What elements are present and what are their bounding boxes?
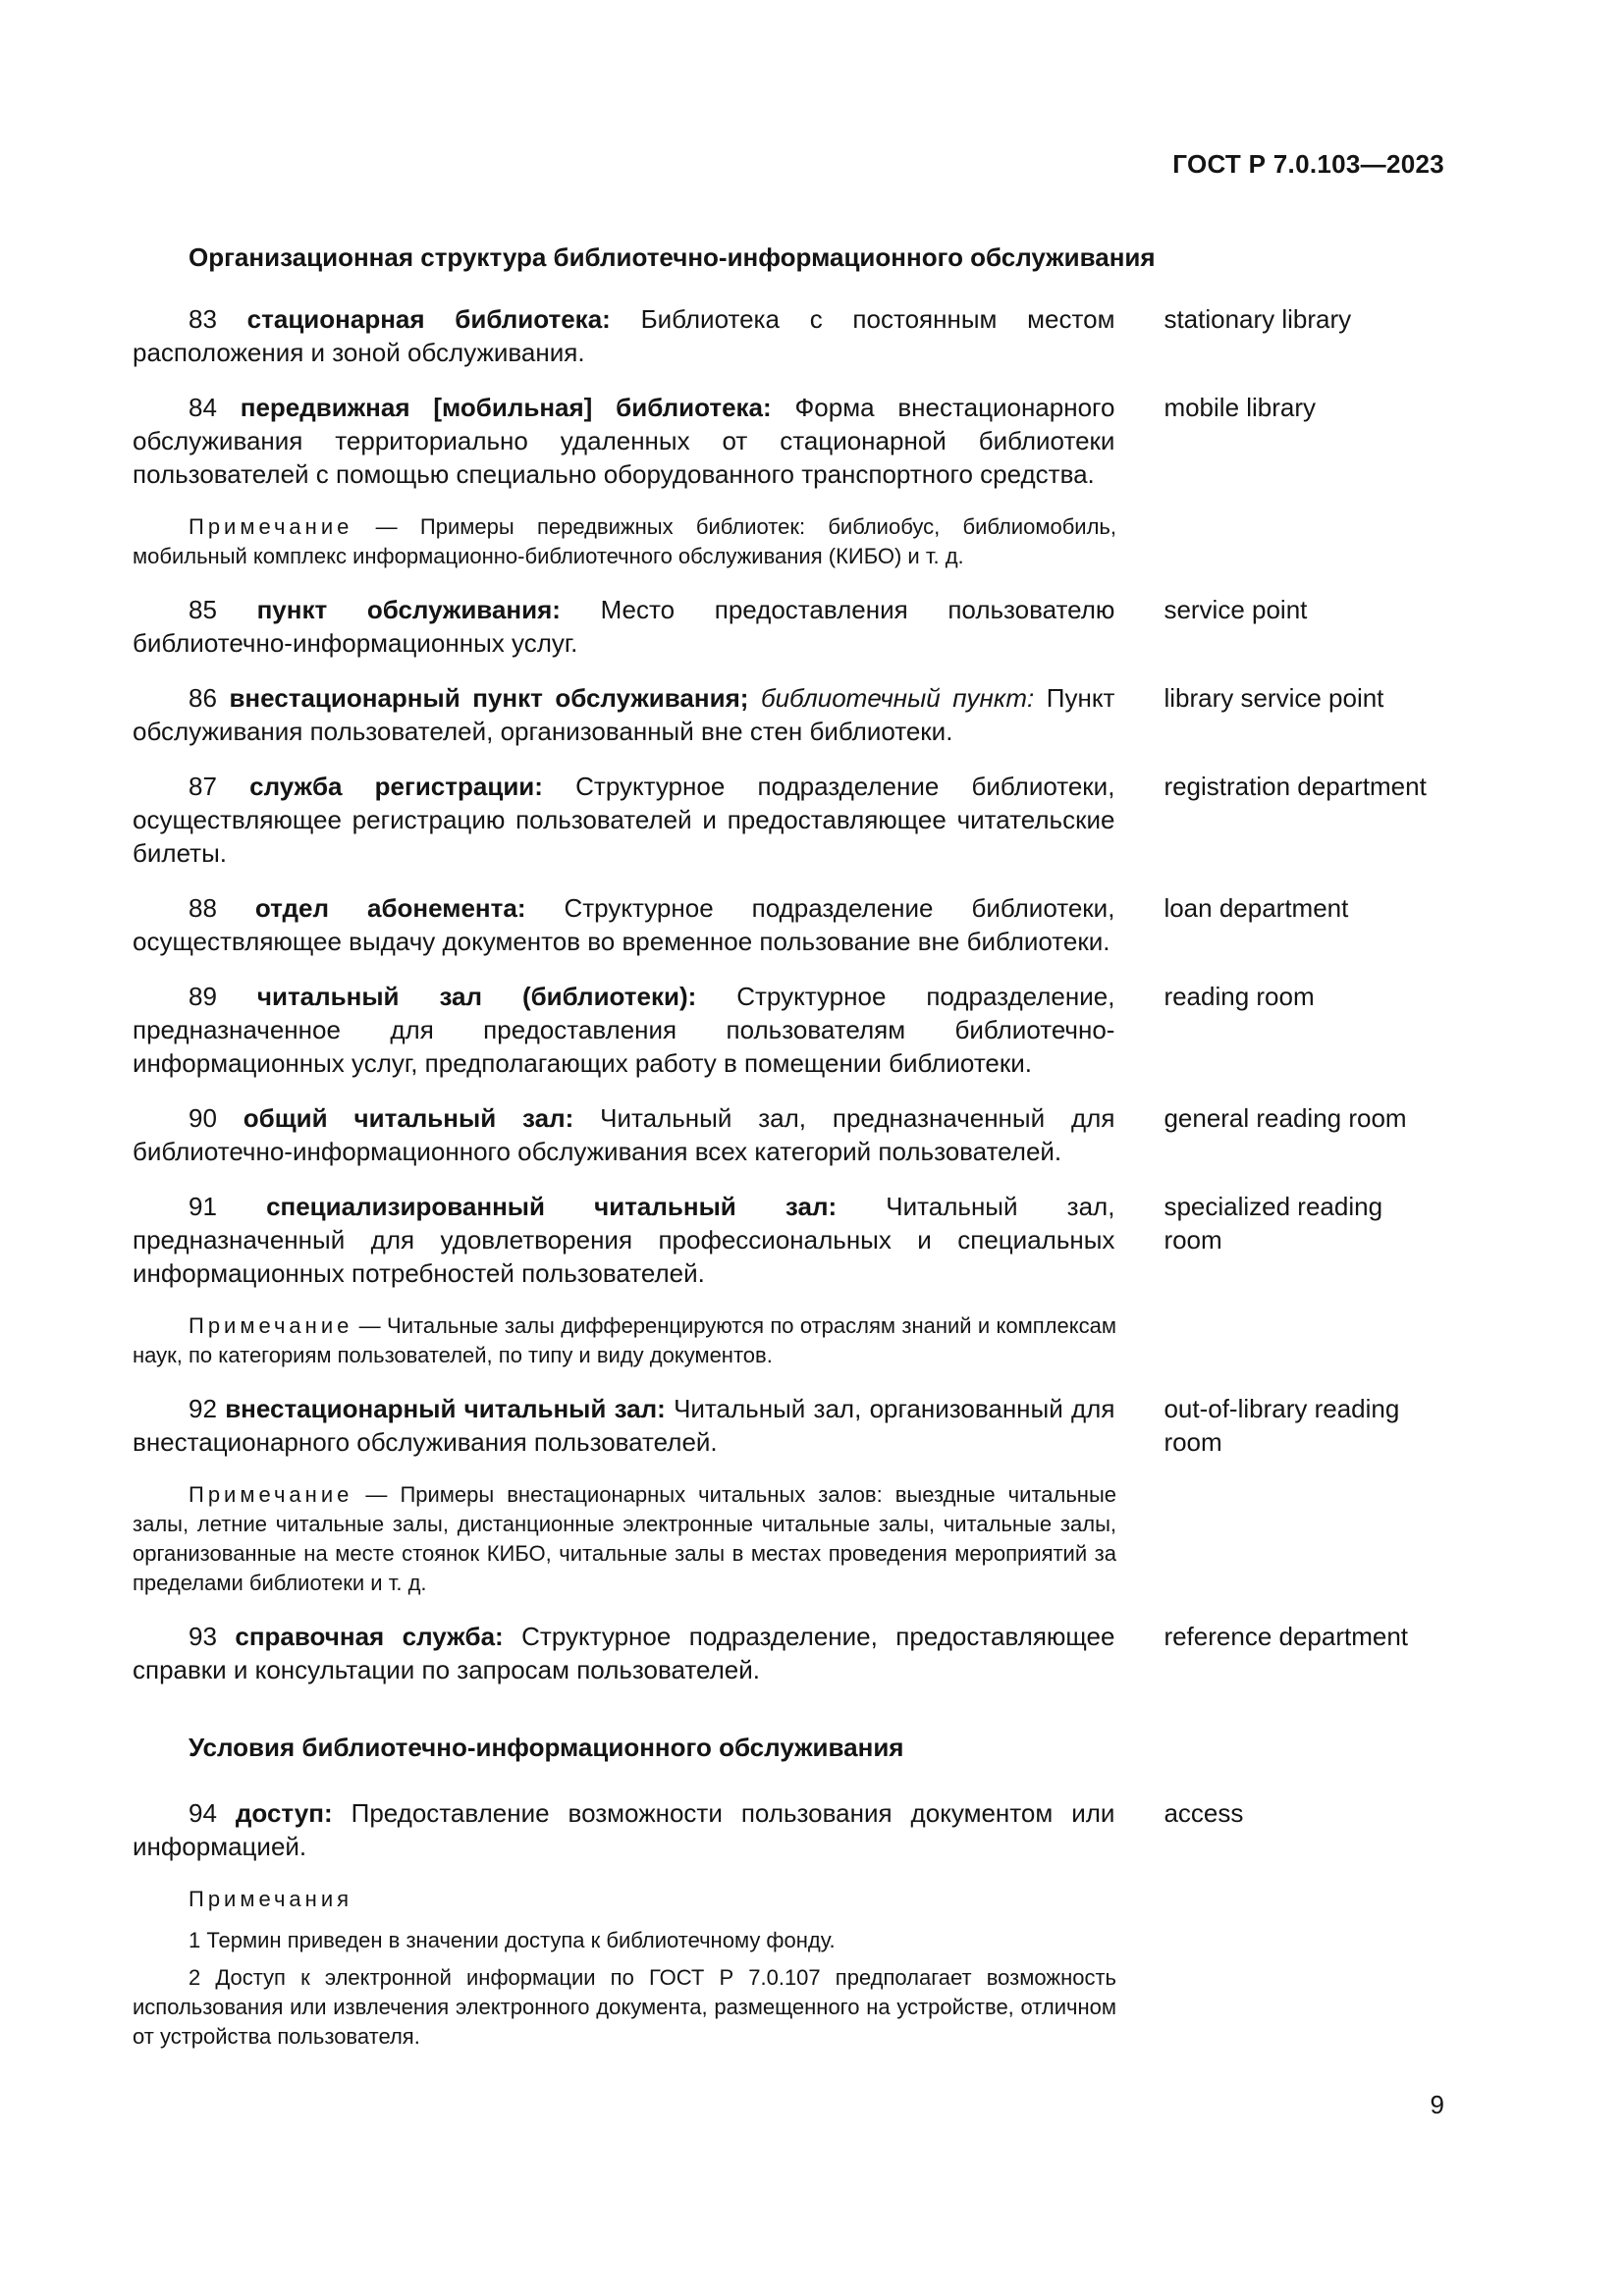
definition-text: Читальный зал, предназначенный для библиотечно-информационного обслуживания всех категорий пользователей. [133,1103,1115,1166]
term-entry-83 [133,302,1438,369]
note-text: Примеры внестационарных читальных залов: выездные читальные залы, летние читальные залы, дистанционные электронные читальные залы, читальные залы, организованные на месте стоянок КИБО, читальные залы в местах проведения мероприятий за пределами библиотеки и т. д. [133,1482,1116,1595]
section-title-organization: Организационная структура библиотечно-информационного обслуживания [189,242,1156,272]
note-dash: — [352,514,420,539]
term-name: отдел абонемента: [254,893,526,923]
term-number: 83 [189,304,247,334]
english-equivalent: out-of-library reading room [1164,1394,1400,1457]
term-definition [133,770,1114,870]
term-definition [133,891,1114,958]
term-definition [133,1796,1114,1863]
term-synonym: библиотечный пункт: [748,683,1035,713]
term-entry-85 [133,593,1438,660]
english-equivalent: reference department [1164,1622,1409,1651]
term-number: 92 [189,1394,226,1423]
term-entry-93 [133,1620,1438,1686]
definition-text: Предоставление возможности пользования документом или информацией. [133,1798,1115,1861]
page-number: 9 [1430,2090,1444,2119]
term-definition [133,1620,1114,1686]
english-equivalent: general reading room [1164,1103,1407,1133]
note-dash: — [352,1482,401,1507]
term-entry-94 [133,1796,1438,1863]
term-definition [133,681,1114,748]
term-number: 94 [189,1798,236,1828]
term-number: 90 [189,1103,244,1133]
definition-text: Структурное подразделение библиотеки, осуществляющее регистрацию пользователей и предоставляющее читательские билеты. [133,772,1115,868]
english-equivalent: stationary library [1164,304,1352,334]
term-name: пункт обслуживания: [256,595,561,624]
english-equivalent: library service point [1164,683,1384,713]
definition-text: Пункт обслуживания пользователей, организованный вне стен библиотеки. [133,683,1115,746]
term-number: 91 [189,1192,267,1221]
definition-text: Структурное подразделение, предназначенное для предоставления пользователям библиотечно-информационных услуг, предполагающих работу в помещении библиотеки. [133,982,1115,1078]
document-header: ГОСТ Р 7.0.103—2023 [1172,149,1444,179]
english-equivalent: access [1164,1798,1244,1828]
note-item-2: 2 Доступ к электронной информации по ГОСТ Р 7.0.107 предполагает возможность использования или извлечения электронного документа, размещенного на устройстве, отличном от устройства пользователя. [133,1965,1116,2049]
term-entry-92 [133,1392,1438,1459]
term-name: специализированный читальный зал: [266,1192,838,1221]
term-definition [133,391,1114,491]
note-label: Примечание [189,1482,353,1507]
note-label: Примечание [189,514,353,539]
definition-text: Структурное подразделение, предоставляющее справки и консультации по запросам пользователей. [133,1622,1115,1684]
english-equivalent: reading room [1164,982,1315,1011]
term-number: 86 [189,683,230,713]
note-84 [133,512,1116,571]
definition-text: Библиотека с постоянным местом расположения и зоной обслуживания. [133,304,1115,367]
term-entry-86 [133,681,1438,748]
term-name: доступ: [235,1798,333,1828]
term-name: внестационарный пункт обслуживания; [229,683,749,713]
term-definition [133,980,1114,1080]
notes-label: Примечания [189,1887,353,1911]
term-entry-87 [133,770,1438,870]
term-definition [133,593,1114,660]
definition-text: Читальный зал, предназначенный для удовлетворения профессиональных и специальных информационных потребностей пользователей. [133,1192,1115,1288]
term-number: 89 [189,982,257,1011]
definition-text: Структурное подразделение библиотеки, осуществляющее выдачу документов во временное пользование вне библиотеки. [133,893,1115,956]
term-definition [133,1101,1114,1168]
term-number: 87 [189,772,250,801]
term-name: внестационарный читальный зал: [225,1394,666,1423]
note-dash: — [352,1313,388,1338]
english-equivalent: specialized reading room [1164,1192,1383,1255]
term-entry-84 [133,391,1438,491]
term-name: общий читальный зал: [243,1103,574,1133]
section-title-conditions: Условия библиотечно-информационного обслуживания [189,1733,904,1762]
note-91 [133,1311,1116,1370]
definition-text: Читальный зал, организованный для внестационарного обслуживания пользователей. [133,1394,1115,1457]
term-definition [133,1392,1114,1459]
note-label: Примечание [189,1313,353,1338]
note-text: Примеры передвижных библиотек: библиобус, библиомобиль, мобильный комплекс информационно-библиотечного обслуживания (КИБО) и т. д. [133,514,1116,568]
term-name: читальный зал (библиотеки): [256,982,697,1011]
english-equivalent: loan department [1164,893,1349,923]
term-entry-88 [133,891,1438,958]
note-92 [133,1480,1116,1598]
definition-text: Место предоставления пользователю библиотечно-информационных услуг. [133,595,1115,658]
term-name: передвижная [мобильная] библиотека: [240,393,772,422]
content [133,240,1438,2059]
term-number: 93 [189,1622,236,1651]
term-definition [133,302,1114,369]
note-item-1: 1 Термин приведен в значении доступа к библиотечному фонду. [189,1928,836,1952]
term-number: 85 [189,595,257,624]
note-text: Читальные залы дифференцируются по отраслям знаний и комплексам наук, по категориям пользователей, по типу и виду документов. [133,1313,1116,1367]
term-name: справочная служба: [235,1622,504,1651]
term-entry-90 [133,1101,1438,1168]
term-entry-89 [133,980,1438,1080]
term-name: стационарная библиотека: [246,304,611,334]
term-number: 84 [189,393,241,422]
term-entry-91 [133,1190,1438,1290]
term-number: 88 [189,893,255,923]
english-equivalent: service point [1164,595,1308,624]
term-definition [133,1190,1114,1290]
definition-text: Форма внестационарного обслуживания территориально удаленных от стационарной библиотеки пользователей с помощью специально оборудованного транспортного средства. [133,393,1115,489]
english-equivalent: registration department [1164,772,1427,801]
english-equivalent: mobile library [1164,393,1317,422]
term-name: служба регистрации: [249,772,543,801]
